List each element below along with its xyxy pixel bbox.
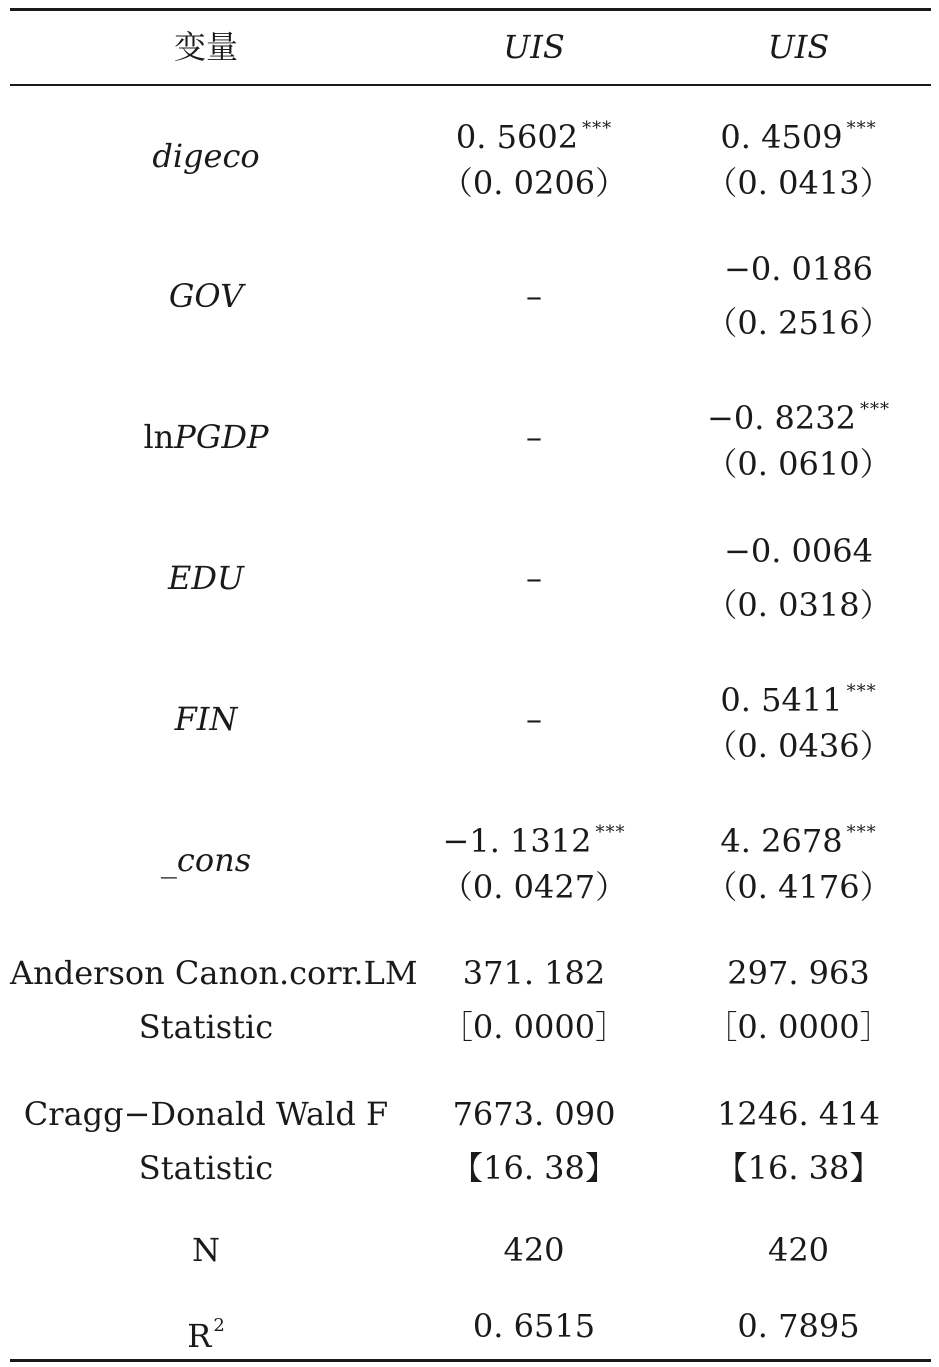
value: 0. 4509: [720, 118, 843, 156]
cell-anderson-c2: [666, 946, 931, 1054]
cell-r2-c1: 0. 6515: [472, 1307, 596, 1345]
cell-fin-c1: –: [526, 700, 542, 738]
value: 0. 5411: [720, 681, 843, 719]
label-line-2: Statistic: [138, 1008, 274, 1046]
label-prefix: ln: [143, 418, 175, 456]
std-error: （0. 0610）: [705, 445, 892, 483]
value: −0. 8232: [707, 399, 856, 437]
cell-fin-c2: [666, 665, 931, 773]
std-error: （0. 0427）: [440, 868, 628, 906]
header-uis-2: UIS: [767, 28, 830, 66]
row-label-lnpgdp: [10, 410, 402, 464]
std-error: （0. 2516）: [705, 304, 892, 342]
cell-anderson-c1: [402, 946, 666, 1054]
value: 4. 2678: [720, 822, 843, 860]
cell-lnpgdp-c1: –: [526, 418, 542, 456]
row-label-anderson: [10, 946, 418, 1054]
cell-r2-c2: 0. 7895: [737, 1307, 860, 1345]
cell-edu-c1: –: [526, 559, 542, 597]
std-error: （0. 0318）: [705, 586, 892, 624]
row-label-digeco: digeco: [152, 137, 260, 175]
value: 1246. 414: [717, 1095, 880, 1133]
significance-stars: ***: [582, 118, 613, 139]
header-uis-1: UIS: [503, 28, 565, 66]
regression-table: [10, 8, 931, 1362]
label-main: PGDP: [174, 418, 269, 456]
std-error: （0. 4176）: [705, 868, 892, 906]
std-error: （0. 0436）: [705, 727, 892, 765]
cell-cragg-c1: [402, 1087, 666, 1195]
cell-n-c1: 420: [503, 1231, 565, 1269]
cell-cragg-c2: [666, 1087, 931, 1195]
significance-stars: ***: [846, 681, 877, 702]
cell-digeco-c2: [666, 102, 931, 210]
significance-stars: ***: [595, 822, 626, 843]
label-main: R: [187, 1317, 212, 1355]
value: −1. 1312: [442, 822, 592, 860]
p-value: ［0. 0000］: [440, 1008, 628, 1046]
value: −0. 0064: [724, 532, 873, 570]
value: 0. 5602: [455, 118, 579, 156]
row-label-r2: [10, 1299, 402, 1363]
std-error: （0. 0413）: [705, 164, 892, 202]
value: 371. 182: [462, 954, 606, 992]
p-value: ［0. 0000］: [705, 1008, 892, 1046]
cell-cons-c2: [666, 806, 931, 914]
header-variable: 变量: [173, 28, 238, 66]
cell-gov-c1: –: [526, 277, 542, 315]
label-line-1: Anderson Canon.corr.LM: [10, 954, 418, 992]
value: 297. 963: [727, 954, 870, 992]
value: 7673. 090: [452, 1095, 616, 1133]
cell-lnpgdp-c2: [666, 383, 931, 491]
cell-gov-c2: [666, 242, 931, 350]
label-line-2: Statistic: [138, 1149, 274, 1187]
critical-value: 【16. 38】: [451, 1149, 617, 1187]
header-rule: [10, 84, 931, 86]
cell-edu-c2: [666, 524, 931, 632]
significance-stars: ***: [859, 399, 890, 420]
row-label-cragg-donald: [10, 1087, 402, 1195]
value: −0. 0186: [724, 250, 873, 288]
critical-value: 【16. 38】: [715, 1149, 882, 1187]
cell-digeco-c1: [402, 102, 666, 210]
row-label-gov: GOV: [168, 277, 244, 315]
cell-n-c2: 420: [767, 1231, 830, 1269]
superscript: 2: [213, 1315, 225, 1336]
top-rule: [10, 8, 931, 11]
row-label-n: N: [192, 1231, 220, 1269]
cell-cons-c1: [402, 806, 666, 914]
row-label-fin: FIN: [174, 700, 238, 738]
label-line-1: Cragg−Donald Wald F: [23, 1095, 389, 1133]
row-label-cons: _cons: [160, 841, 252, 879]
significance-stars: ***: [846, 118, 877, 139]
std-error: （0. 0206）: [440, 164, 628, 202]
row-label-edu: EDU: [168, 559, 244, 597]
significance-stars: ***: [846, 822, 877, 843]
